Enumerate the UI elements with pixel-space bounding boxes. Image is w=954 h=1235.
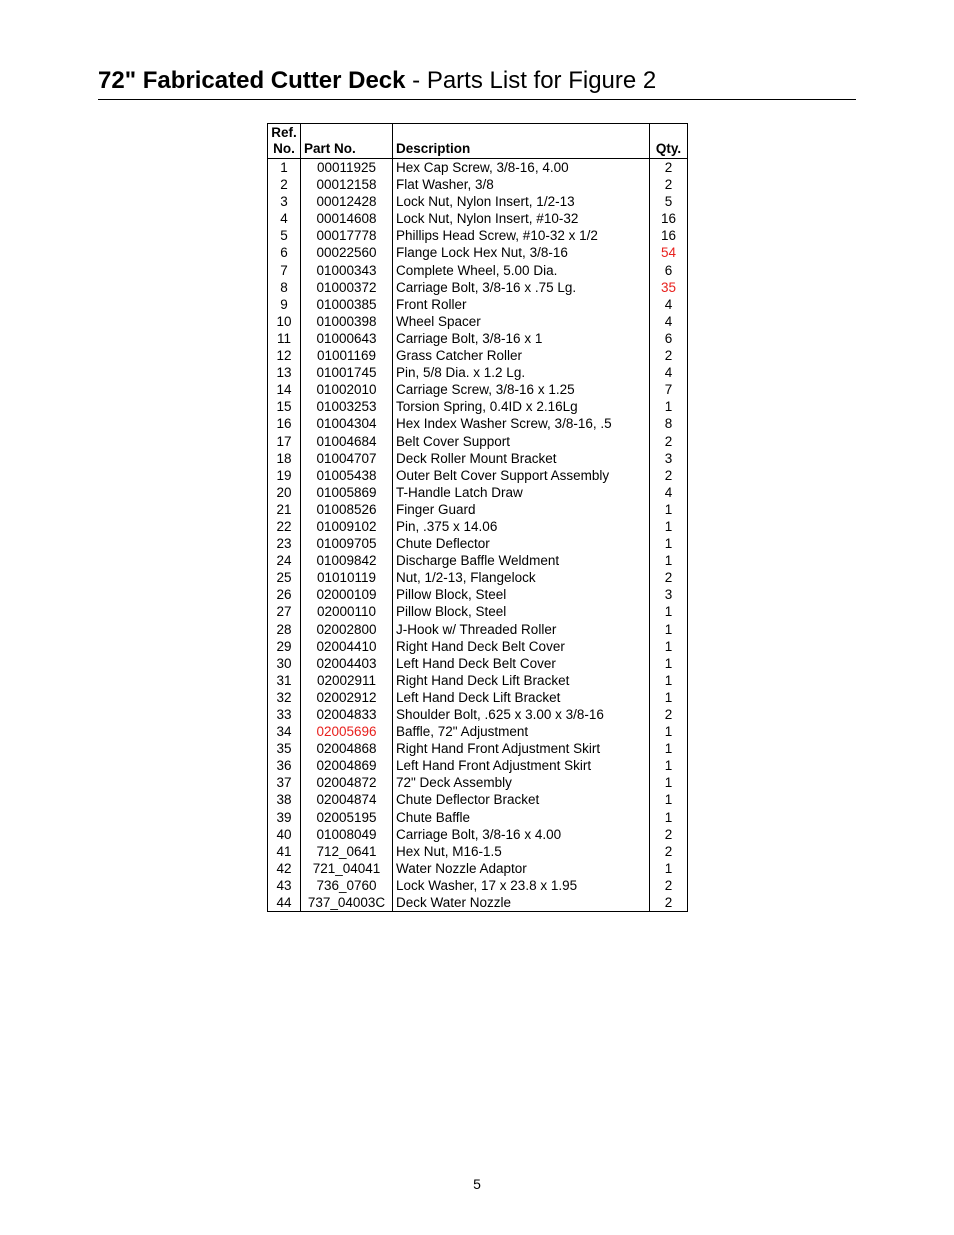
table-row [268,518,688,535]
table-row [268,262,688,279]
table-row [268,843,688,860]
part-number-cell: 00022560 [301,244,393,261]
ref-cell: 37 [268,774,301,791]
description-cell: Pin, 5/8 Dia. x 1.2 Lg. [393,364,650,381]
description-cell: Outer Belt Cover Support Assembly [393,467,650,484]
description-cell: Right Hand Deck Lift Bracket [393,672,650,689]
table-row [268,757,688,774]
ref-cell: 19 [268,467,301,484]
part-number-cell: 02004869 [301,757,393,774]
description-cell: Shoulder Bolt, .625 x 3.00 x 3/8-16 [393,706,650,723]
table-row [268,244,688,261]
ref-cell: 20 [268,484,301,501]
header-qty: Qty. [650,124,688,159]
description-cell: Left Hand Deck Belt Cover [393,655,650,672]
description-cell: Chute Deflector Bracket [393,791,650,808]
qty-cell: 4 [650,364,688,381]
title-divider [98,99,856,100]
header-ref-no [268,124,301,159]
table-row [268,381,688,398]
table-body [268,159,688,912]
description-cell: Carriage Bolt, 3/8-16 x 1 [393,330,650,347]
part-number-cell: 00017778 [301,227,393,244]
table-row [268,723,688,740]
ref-cell: 11 [268,330,301,347]
table-row [268,877,688,894]
part-number-cell: 01000372 [301,279,393,296]
table-row [268,826,688,843]
description-cell: Chute Baffle [393,809,650,826]
header-part-no: Part No. [301,124,393,159]
description-cell: Torsion Spring, 0.4ID x 2.16Lg [393,398,650,415]
description-cell: Right Hand Front Adjustment Skirt [393,740,650,757]
part-number-cell: 736_0760 [301,877,393,894]
part-number-cell: 01009102 [301,518,393,535]
part-number-cell: 02002912 [301,689,393,706]
table-row [268,809,688,826]
qty-cell: 1 [650,672,688,689]
table-row [268,364,688,381]
table-row [268,330,688,347]
ref-cell: 21 [268,501,301,518]
table-row [268,774,688,791]
qty-cell: 2 [650,877,688,894]
ref-cell: 7 [268,262,301,279]
qty-cell: 1 [650,689,688,706]
part-number-cell: 01001169 [301,347,393,364]
description-cell: Pin, .375 x 14.06 [393,518,650,535]
part-number-cell: 01000385 [301,296,393,313]
part-number-cell: 02004874 [301,791,393,808]
ref-cell: 43 [268,877,301,894]
table-row [268,672,688,689]
header-ref-line1: Ref. [271,125,297,140]
ref-cell: 18 [268,450,301,467]
ref-cell: 26 [268,586,301,603]
table-row [268,227,688,244]
qty-cell: 6 [650,330,688,347]
header-description: Description [393,124,650,159]
table-row [268,603,688,620]
qty-cell: 1 [650,621,688,638]
ref-cell: 22 [268,518,301,535]
part-number-cell: 00011925 [301,159,393,177]
description-cell: Grass Catcher Roller [393,347,650,364]
ref-cell: 10 [268,313,301,330]
part-number-cell: 02002800 [301,621,393,638]
table-row [268,638,688,655]
part-number-cell: 02004403 [301,655,393,672]
page-title-bold: 72" Fabricated Cutter Deck [98,67,406,94]
qty-cell: 8 [650,415,688,432]
part-number-cell: 01000398 [301,313,393,330]
part-number-cell: 02000110 [301,603,393,620]
description-cell: Nut, 1/2-13, Flangelock [393,569,650,586]
ref-cell: 30 [268,655,301,672]
qty-cell: 7 [650,381,688,398]
part-number-cell: 01004304 [301,415,393,432]
qty-cell: 2 [650,347,688,364]
ref-cell: 23 [268,535,301,552]
table-row [268,535,688,552]
part-number-cell: 02005696 [301,723,393,740]
qty-cell: 1 [650,740,688,757]
ref-cell: 38 [268,791,301,808]
description-cell: Carriage Bolt, 3/8-16 x .75 Lg. [393,279,650,296]
part-number-cell: 01000343 [301,262,393,279]
ref-cell: 42 [268,860,301,877]
table-row [268,279,688,296]
qty-cell: 3 [650,586,688,603]
qty-cell: 1 [650,535,688,552]
description-cell: T-Handle Latch Draw [393,484,650,501]
part-number-cell: 01009705 [301,535,393,552]
qty-cell: 1 [650,603,688,620]
description-cell: Lock Nut, Nylon Insert, 1/2-13 [393,193,650,210]
description-cell: Finger Guard [393,501,650,518]
description-cell: Wheel Spacer [393,313,650,330]
table-row [268,398,688,415]
part-number-cell: 721_04041 [301,860,393,877]
description-cell: Pillow Block, Steel [393,603,650,620]
table-row [268,689,688,706]
qty-cell: 2 [650,894,688,912]
part-number-cell: 02000109 [301,586,393,603]
qty-cell: 1 [650,518,688,535]
table-row [268,433,688,450]
qty-cell: 6 [650,262,688,279]
ref-cell: 40 [268,826,301,843]
part-number-cell: 01001745 [301,364,393,381]
part-number-cell: 00012158 [301,176,393,193]
table-row [268,415,688,432]
part-number-cell: 01008526 [301,501,393,518]
ref-cell: 39 [268,809,301,826]
part-number-cell: 00012428 [301,193,393,210]
part-number-cell: 01003253 [301,398,393,415]
description-cell: J-Hook w/ Threaded Roller [393,621,650,638]
parts-list-table [267,123,688,912]
part-number-cell: 01002010 [301,381,393,398]
ref-cell: 2 [268,176,301,193]
ref-cell: 17 [268,433,301,450]
qty-cell: 1 [650,860,688,877]
ref-cell: 41 [268,843,301,860]
description-cell: Hex Cap Screw, 3/8-16, 4.00 [393,159,650,177]
description-cell: Front Roller [393,296,650,313]
table-row [268,159,688,177]
part-number-cell: 01005438 [301,467,393,484]
table-row [268,706,688,723]
part-number-cell: 02004868 [301,740,393,757]
description-cell: Lock Washer, 17 x 23.8 x 1.95 [393,877,650,894]
ref-cell: 25 [268,569,301,586]
table-row [268,655,688,672]
part-number-cell: 01000643 [301,330,393,347]
qty-cell: 2 [650,569,688,586]
ref-cell: 3 [268,193,301,210]
table-row [268,210,688,227]
table-row [268,296,688,313]
ref-cell: 9 [268,296,301,313]
qty-cell: 1 [650,757,688,774]
qty-cell: 1 [650,501,688,518]
description-cell: Hex Index Washer Screw, 3/8-16, .5 [393,415,650,432]
table-row [268,740,688,757]
qty-cell: 2 [650,159,688,177]
description-cell: Belt Cover Support [393,433,650,450]
qty-cell: 54 [650,244,688,261]
table-header [268,124,688,159]
qty-cell: 2 [650,467,688,484]
part-number-cell: 02004833 [301,706,393,723]
table-row [268,569,688,586]
table-row [268,484,688,501]
description-cell: Baffle, 72" Adjustment [393,723,650,740]
part-number-cell: 02002911 [301,672,393,689]
table-row [268,347,688,364]
qty-cell: 35 [650,279,688,296]
header-ref-line2: No. [273,141,295,156]
part-number-cell: 01004684 [301,433,393,450]
table-row [268,621,688,638]
qty-cell: 1 [650,655,688,672]
table-row [268,450,688,467]
description-cell: Left Hand Front Adjustment Skirt [393,757,650,774]
part-number-cell: 01004707 [301,450,393,467]
ref-cell: 8 [268,279,301,296]
description-cell: Carriage Bolt, 3/8-16 x 4.00 [393,826,650,843]
part-number-cell: 01010119 [301,569,393,586]
description-cell: Deck Roller Mount Bracket [393,450,650,467]
ref-cell: 29 [268,638,301,655]
qty-cell: 4 [650,313,688,330]
ref-cell: 36 [268,757,301,774]
description-cell: Phillips Head Screw, #10-32 x 1/2 [393,227,650,244]
table-row [268,467,688,484]
page-title-rest: - Parts List for Figure 2 [405,67,657,94]
ref-cell: 15 [268,398,301,415]
ref-cell: 14 [268,381,301,398]
qty-cell: 4 [650,296,688,313]
qty-cell: 2 [650,176,688,193]
qty-cell: 2 [650,826,688,843]
part-number-cell: 00014608 [301,210,393,227]
ref-cell: 13 [268,364,301,381]
page-title [98,64,858,98]
description-cell: Carriage Screw, 3/8-16 x 1.25 [393,381,650,398]
ref-cell: 31 [268,672,301,689]
qty-cell: 1 [650,791,688,808]
description-cell: Complete Wheel, 5.00 Dia. [393,262,650,279]
qty-cell: 5 [650,193,688,210]
qty-cell: 1 [650,774,688,791]
ref-cell: 6 [268,244,301,261]
part-number-cell: 02004872 [301,774,393,791]
ref-cell: 32 [268,689,301,706]
page-number: 5 [473,1176,481,1192]
qty-cell: 2 [650,433,688,450]
table-row [268,501,688,518]
description-cell: Hex Nut, M16-1.5 [393,843,650,860]
qty-cell: 16 [650,227,688,244]
ref-cell: 34 [268,723,301,740]
part-number-cell: 737_04003C [301,894,393,912]
description-cell: Chute Deflector [393,535,650,552]
description-cell: Lock Nut, Nylon Insert, #10-32 [393,210,650,227]
ref-cell: 33 [268,706,301,723]
ref-cell: 35 [268,740,301,757]
qty-cell: 2 [650,843,688,860]
table-row [268,552,688,569]
qty-cell: 2 [650,706,688,723]
ref-cell: 27 [268,603,301,620]
qty-cell: 16 [650,210,688,227]
part-number-cell: 01005869 [301,484,393,501]
part-number-cell: 712_0641 [301,843,393,860]
description-cell: Right Hand Deck Belt Cover [393,638,650,655]
table-row [268,176,688,193]
ref-cell: 12 [268,347,301,364]
ref-cell: 4 [268,210,301,227]
description-cell: Left Hand Deck Lift Bracket [393,689,650,706]
qty-cell: 1 [650,723,688,740]
part-number-cell: 01008049 [301,826,393,843]
part-number-cell: 02005195 [301,809,393,826]
description-cell: Flange Lock Hex Nut, 3/8-16 [393,244,650,261]
table-header-row [268,124,688,159]
table-row [268,586,688,603]
description-cell: Flat Washer, 3/8 [393,176,650,193]
table-row [268,860,688,877]
part-number-cell: 01009842 [301,552,393,569]
part-number-cell: 02004410 [301,638,393,655]
ref-cell: 28 [268,621,301,638]
description-cell: Water Nozzle Adaptor [393,860,650,877]
ref-cell: 1 [268,159,301,177]
qty-cell: 1 [650,638,688,655]
qty-cell: 4 [650,484,688,501]
description-cell: Discharge Baffle Weldment [393,552,650,569]
description-cell: 72" Deck Assembly [393,774,650,791]
ref-cell: 44 [268,894,301,912]
qty-cell: 3 [650,450,688,467]
table-row [268,313,688,330]
description-cell: Pillow Block, Steel [393,586,650,603]
ref-cell: 5 [268,227,301,244]
qty-cell: 1 [650,809,688,826]
qty-cell: 1 [650,552,688,569]
ref-cell: 16 [268,415,301,432]
table-row [268,791,688,808]
ref-cell: 24 [268,552,301,569]
qty-cell: 1 [650,398,688,415]
table-row [268,894,688,912]
table-row [268,193,688,210]
description-cell: Deck Water Nozzle [393,894,650,912]
